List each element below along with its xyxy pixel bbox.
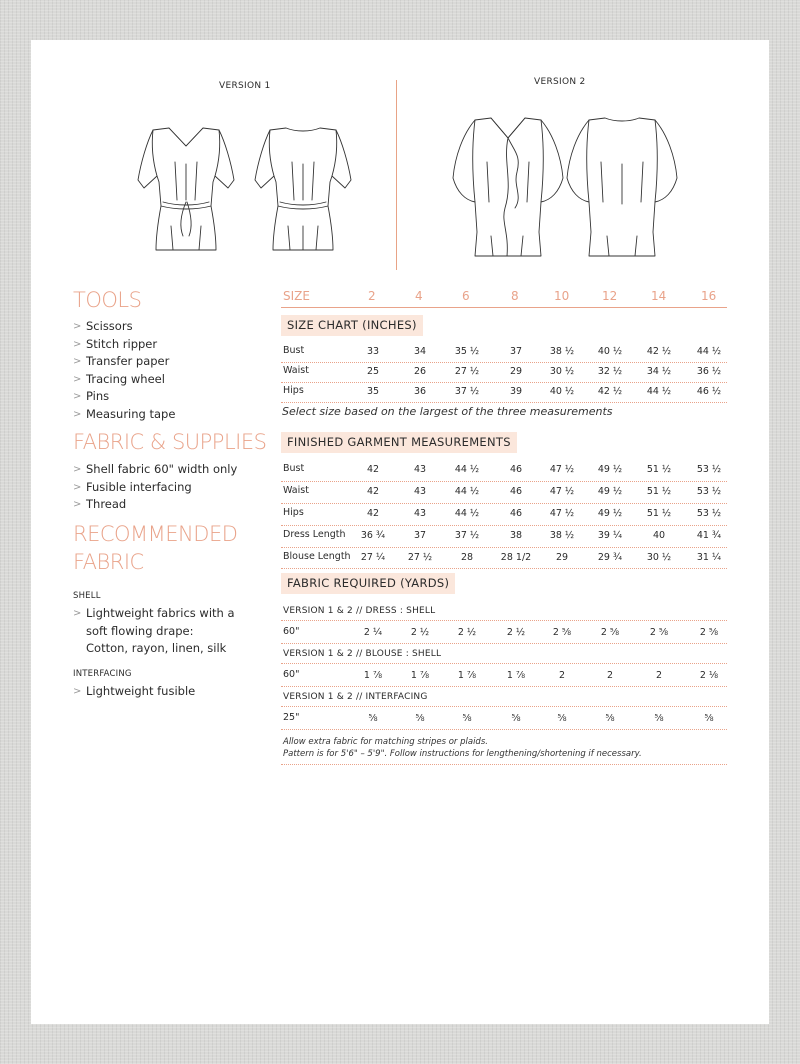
divider — [281, 706, 727, 707]
chevron-right-icon: > — [73, 608, 82, 619]
list-item: soft flowing drape: — [86, 623, 194, 638]
divider — [281, 568, 727, 569]
shell-list — [73, 605, 235, 658]
list-item: > Measuring tape — [73, 406, 175, 424]
list-item: > Scissors — [73, 318, 175, 336]
table-row: Bust 33 34 35 ½ 37 38 ½ 40 ½ 42 ½ 44 ½ — [283, 345, 722, 357]
finished-measurements-title: FINISHED GARMENT MEASUREMENTS — [281, 432, 517, 453]
size-header-label: SIZE — [283, 289, 310, 303]
interfacing-list — [73, 683, 195, 701]
version-divider — [396, 80, 397, 270]
group-heading-interfacing: VERSION 1 & 2 // INTERFACING — [283, 692, 428, 702]
tools-heading: TOOLS — [73, 288, 142, 312]
chevron-right-icon: > — [73, 373, 82, 385]
chevron-right-icon: > — [73, 499, 82, 510]
table-row: Bust 42 43 44 ½ 46 47 ½ 49 ½ 51 ½ 53 ½ — [283, 463, 722, 475]
size-header-6: 6 — [462, 289, 470, 303]
list-item: > Pins — [73, 388, 175, 406]
list-item: > Lightweight fabrics with a — [73, 605, 235, 623]
size-header-14: 14 — [651, 289, 667, 303]
fabric-supplies-list — [73, 461, 237, 514]
list-item: > Fusible interfacing — [73, 479, 237, 497]
table-row: Hips 35 36 37 ½ 39 40 ½ 42 ½ 44 ½ 46 ½ — [283, 385, 722, 397]
fabric-required-title: FABRIC REQUIRED (YARDS) — [281, 573, 455, 594]
version-2-front-illustration — [451, 112, 566, 262]
table-row: Waist 25 26 27 ½ 29 30 ½ 32 ½ 34 ½ 36 ½ — [283, 365, 722, 377]
chevron-right-icon: > — [73, 391, 82, 402]
table-row: Dress Length 36 ¾ 37 37 ½ 38 38 ½ 39 ¼ 40 41 ¾ — [283, 529, 722, 541]
size-header-8: 8 — [511, 289, 519, 303]
recommended-heading-line2: FABRIC — [73, 550, 144, 574]
group-heading-blouse: VERSION 1 & 2 // BLOUSE : SHELL — [283, 649, 442, 659]
size-header-4: 4 — [415, 289, 423, 303]
size-header-10: 10 — [554, 289, 570, 303]
divider — [281, 729, 727, 730]
size-header-12: 12 — [602, 289, 618, 303]
table-row: 60" 1 ⅞ 1 ⅞ 1 ⅞ 1 ⅞ 2 2 2 2 ⅛ — [283, 669, 719, 681]
divider — [281, 663, 727, 664]
version-1-back-illustration — [248, 122, 358, 256]
footnote-1: Allow extra fabric for matching stripes or plaids. — [283, 737, 488, 747]
chevron-right-icon: > — [73, 408, 82, 420]
size-header-2: 2 — [368, 289, 376, 303]
fabric-supplies-heading: FABRIC & SUPPLIES — [73, 430, 267, 454]
size-note: Select size based on the largest of the three measurements — [282, 405, 613, 418]
group-heading-dress: VERSION 1 & 2 // DRESS : SHELL — [283, 606, 436, 616]
list-item: > Shell fabric 60" width only — [73, 461, 237, 479]
chevron-right-icon: > — [73, 321, 82, 332]
version-2-label: VERSION 2 — [534, 77, 586, 87]
chevron-right-icon: > — [73, 481, 82, 493]
chevron-right-icon: > — [73, 356, 82, 367]
list-item: > Transfer paper — [73, 353, 175, 371]
chevron-right-icon: > — [73, 338, 82, 350]
table-row: Blouse Length 27 ¼ 27 ½ 28 28 1/2 29 29 ¾ 30 ½ 31 ¼ — [283, 551, 722, 563]
chevron-right-icon: > — [73, 464, 82, 475]
recommended-heading-line1: RECOMMENDED — [73, 522, 238, 546]
table-row: Hips 42 43 44 ½ 46 47 ½ 49 ½ 51 ½ 53 ½ — [283, 507, 722, 519]
interfacing-label: INTERFACING — [73, 669, 132, 679]
table-row: Waist 42 43 44 ½ 46 47 ½ 49 ½ 51 ½ 53 ½ — [283, 485, 722, 497]
size-header-row — [281, 286, 717, 306]
divider — [281, 620, 727, 621]
version-2-back-illustration — [565, 112, 680, 262]
list-item: > Lightweight fusible — [73, 683, 195, 701]
divider — [281, 307, 727, 308]
table-row: 25" ⅝ ⅝ ⅝ ⅝ ⅝ ⅝ ⅝ ⅝ — [283, 712, 714, 724]
version-1-label: VERSION 1 — [219, 81, 271, 91]
shell-label: SHELL — [73, 591, 101, 601]
divider — [281, 643, 727, 644]
pattern-page — [31, 40, 769, 1024]
divider — [281, 402, 727, 403]
footnote-2: Pattern is for 5'6" – 5'9". Follow instructions for lengthening/shortening if necessary. — [283, 749, 642, 759]
tools-list — [73, 318, 175, 423]
list-item: > Stitch ripper — [73, 336, 175, 354]
size-chart-title: SIZE CHART (INCHES) — [281, 315, 423, 336]
list-item: Cotton, rayon, linen, silk — [86, 641, 227, 655]
size-header-16: 16 — [701, 289, 717, 303]
chevron-right-icon: > — [73, 686, 82, 697]
divider — [281, 686, 727, 687]
version-1-front-illustration — [131, 122, 241, 256]
divider — [281, 764, 727, 765]
list-item: > Thread — [73, 496, 237, 514]
list-item: > Tracing wheel — [73, 371, 175, 389]
table-row: 60" 2 ¼ 2 ½ 2 ½ 2 ½ 2 ⅝ 2 ⅝ 2 ⅝ 2 ⅝ — [283, 626, 719, 638]
